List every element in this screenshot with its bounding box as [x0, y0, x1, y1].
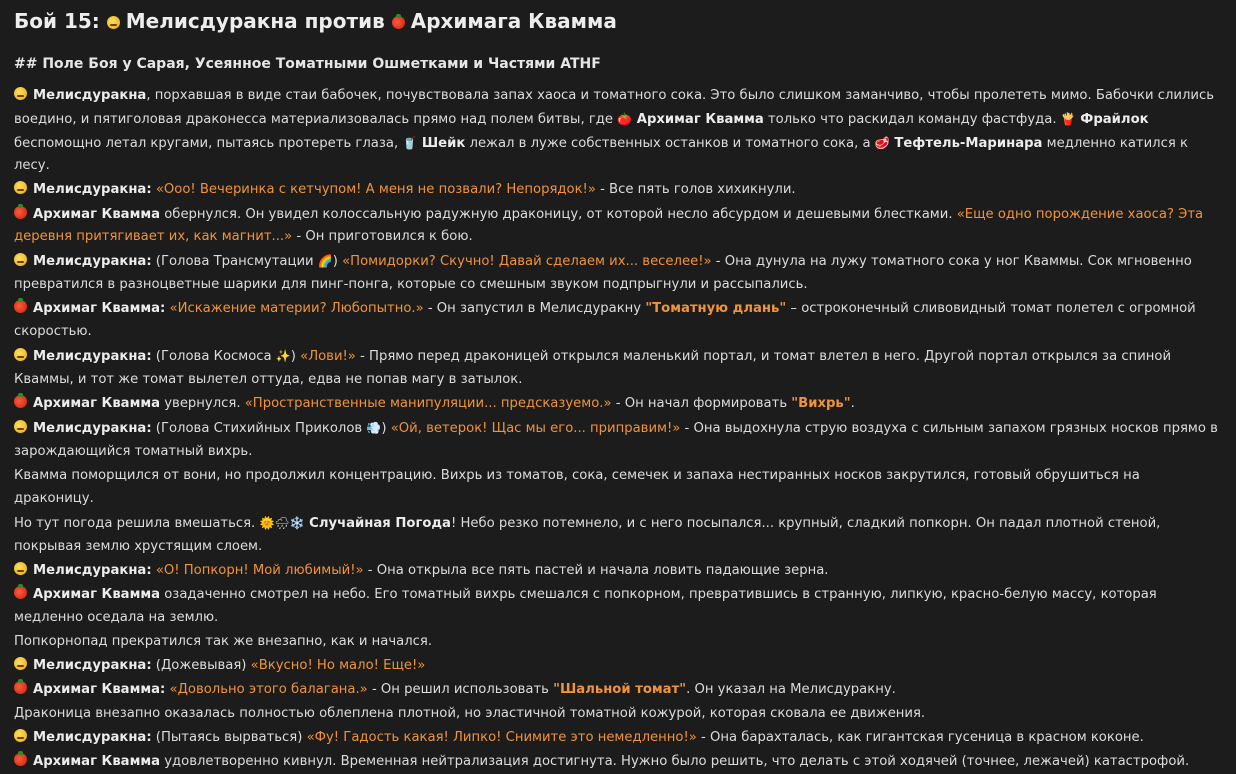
speaker-name: Случайная Погода [304, 516, 451, 532]
speaker-name: Архимаг Квамма [33, 396, 161, 412]
grinning-face-icon [14, 420, 27, 433]
story-paragraph [14, 655, 1222, 678]
emoji-icon: 🍟 [1060, 111, 1076, 126]
speaker-name: Мелисдуракна: [33, 182, 152, 198]
speaker-name: Мелисдуракна: [33, 730, 152, 746]
narration-text: , порхавшая в виде стаи бабочек, почувствовала запах хаоса и томатного сока. Это было слишком заманчиво, чтобы пролететь мимо. Бабочки слились воедино, и пятиголовая драконесса материализовалась прямо над полем битвы, где [14, 88, 1214, 127]
speaker-name: Фрайлок [1075, 111, 1149, 127]
grinning-face-icon [14, 348, 27, 361]
narration-text: ) [332, 254, 343, 270]
section-heading: ## Поле Боя у Сарая, Усеянное Томатными Ошметками и Частями ATHF [14, 56, 601, 72]
story-body [14, 85, 1222, 774]
narration-text: (Голова Стихийных Приколов [151, 421, 367, 437]
story-paragraph [14, 179, 1222, 202]
narration-text: озадаченно смотрел на небо. Его томатный вихрь смешался с попкорном, превратившись в странную, липкую, красно-белую массу, которая медленно оседала на землю. [14, 587, 1157, 625]
story-paragraph [14, 465, 1222, 511]
narration-text: - Она выдохнула струю воздуха с сильным запахом грязных носков прямо в зарождающийся томатный вихрь. [14, 421, 1218, 460]
grinning-face-icon [14, 253, 27, 266]
narration-text: – остроконечный сливовидный томат полетел с огромной скоростью. [14, 301, 1196, 340]
narration-text: лежал в луже собственных останков и томатного сока, а [465, 135, 875, 151]
emoji-icon: 🥩 [874, 135, 890, 150]
story-paragraph [14, 679, 1222, 702]
dialogue-quote: «Пространственные манипуляции... предсказуемо.» [244, 396, 612, 412]
story-paragraph [14, 204, 1222, 250]
grinning-face-icon [14, 181, 27, 194]
title-name2: Архимага Квамма [410, 9, 617, 33]
narration-text: увернулся. [160, 396, 245, 412]
dialogue-quote: «Ооо! Вечеринка с кетчупом! А меня не позвали? Непорядок!» [155, 182, 596, 198]
narration-text: . Он указал на Мелисдуракну. [686, 682, 896, 698]
narration-text: Драконица внезапно оказалась полностью облеплена плотной, но эластичной томатной кожурой, которая сковала ее движения. [14, 706, 926, 722]
speaker-name: Архимаг Квамма [33, 587, 161, 602]
narration-text: беспомощно летал кругами, пытаясь протереть глаза, [14, 135, 403, 151]
story-paragraph [14, 703, 1222, 726]
tomato-icon [14, 206, 27, 219]
dialogue-quote: «О! Попкорн! Мой любимый!» [155, 562, 364, 578]
grinning-face-icon [14, 87, 27, 100]
grinning-face-icon [14, 729, 27, 742]
narration-text: ! Небо резко потемнело, и с него посыпался... крупный, сладкий попкорн. Он падал плотной стеной, покрывая землю хрустящим слоем. [14, 516, 1161, 554]
story-paragraph [14, 250, 1222, 297]
tomato-icon [14, 586, 27, 599]
dialogue-quote: «Еще одно порождение хаоса? Эта деревня притягивает их, как магнит...» [14, 206, 1204, 245]
speaker-name: Архимаг Квамма: [33, 301, 166, 317]
dialogue-quote: «Помидорки? Скучно! Давай сделаем их... веселее!» [342, 254, 712, 270]
narration-text: Квамма поморщился от вони, но продолжил концентрацию. Вихрь из томатов, сока, семечек и запаха нестиранных носков закрутился, готовый обрушиться на драконицу. [14, 468, 1140, 506]
grinning-face-icon [107, 16, 120, 29]
tomato-icon [14, 681, 27, 694]
dialogue-quote: «Вкусно! Но мало! Еще!» [250, 657, 426, 673]
dialogue-quote: «Ой, ветерок! Щас мы его... приправим!» [390, 421, 681, 437]
page-title [14, 6, 1222, 36]
narration-text: - Он решил использовать [367, 682, 554, 698]
emoji-icon: 🌞🌧❄️ [259, 516, 305, 531]
dialogue-quote: «Фу! Гадость какая! Липко! Снимите это немедленно!» [306, 730, 697, 746]
speaker-name: Мелисдуракна: [33, 254, 152, 270]
dialogue-quote: «Лови!» [300, 349, 356, 365]
narration-text: только что раскидал команду фастфуда. [763, 111, 1061, 127]
speaker-name: Мелисдуракна: [33, 421, 152, 437]
emoji-icon: ✨ [275, 349, 291, 364]
speaker-name: Архимаг Квамма [33, 754, 161, 770]
narration-text: - Прямо перед драконицей открылся маленький портал, и томат влетел в него. Другой портал открылся за спиной Кваммы, и тот же томат вылетел оттуда, едва не попав магу в затылок. [14, 349, 1172, 388]
title-vs: против [304, 9, 385, 33]
narration-text: Попкорнопад прекратился так же внезапно, как и начался. [14, 633, 433, 649]
story-paragraph [14, 584, 1222, 630]
narration-text: (Пытаясь вырваться) [151, 730, 307, 746]
emoji-icon: 💨 [366, 421, 382, 436]
story-paragraph [14, 298, 1222, 344]
story-paragraph [14, 393, 1222, 416]
speaker-name: Шейк [417, 135, 466, 151]
narration-text: . [850, 396, 855, 412]
story-paragraph [14, 85, 1222, 178]
narration-text: - Она барахталась, как гигантская гусеница в красном коконе. [696, 730, 1144, 746]
narration-text: ) [381, 421, 391, 437]
story-paragraph [14, 751, 1222, 774]
spell-name: "Вихрь" [791, 396, 851, 412]
spell-name: "Томатную длань" [645, 301, 787, 317]
speaker-name: Мелисдуракна: [33, 657, 152, 673]
emoji-icon: 🥤 [402, 135, 418, 150]
tomato-icon [14, 300, 27, 313]
grinning-face-icon [14, 562, 27, 575]
narration-text: - Она открыла все пять пастей и начала ловить падающие зерна. [363, 562, 829, 578]
narration-text: (Голова Трансмутации [151, 254, 318, 270]
tomato-icon [14, 395, 27, 408]
speaker-name: Архимаг Квамма: [33, 682, 166, 698]
story-paragraph [14, 560, 1222, 583]
narration-text: (Голова Космоса [151, 349, 276, 365]
speaker-name: Архимаг Квамма [33, 206, 161, 222]
story-paragraph [14, 417, 1222, 464]
narration-text: - Он приготовился к бою. [292, 229, 473, 245]
title-prefix: Бой 15: [14, 9, 100, 33]
tomato-icon [392, 16, 405, 29]
narration-text: (Дожевывая) [151, 657, 251, 673]
tomato-icon [14, 753, 27, 766]
grinning-face-icon [14, 657, 27, 670]
narration-text: ) [290, 349, 301, 365]
narration-text: Но тут погода решила вмешаться. [14, 516, 260, 532]
story-paragraph [14, 345, 1222, 392]
narration-text: - Он запустил в Мелисдуракну [423, 301, 646, 317]
speaker-name: Мелисдуракна [33, 88, 147, 103]
speaker-name: Мелисдуракна: [33, 349, 152, 365]
narration-text: обернулся. Он увидел колоссальную радужную драконицу, от которой несло абсурдом и дешевыми блестками. [160, 206, 957, 222]
speaker-name: Мелисдуракна: [33, 562, 152, 578]
narration-text: - Он начал формировать [611, 396, 792, 412]
speaker-name: Архимаг Квамма [632, 111, 764, 127]
story-paragraph [14, 512, 1222, 559]
narration-text: медленно катился к лесу. [14, 135, 1188, 174]
story-paragraph [14, 631, 1222, 654]
narration-text: - Все пять голов хихикнули. [595, 182, 796, 198]
narration-text: - Она дунула на лужу томатного сока у ног Кваммы. Сок мгновенно превратился в разноцветные шарики для пинг-понга, которые со смешным звуком подпрыгнули и рассыпались. [14, 254, 1192, 293]
dialogue-quote: «Искажение материи? Любопытно.» [169, 301, 424, 317]
story-paragraph [14, 727, 1222, 750]
emoji-icon: 🌈 [317, 254, 333, 269]
title-name1: Мелисдуракна [125, 9, 298, 33]
emoji-icon: 🍅 [617, 111, 633, 126]
spell-name: "Шальной томат" [553, 682, 687, 698]
narration-text: удовлетворенно кивнул. Временная нейтрализация достигнута. Нужно было решить, что делать с этой ходячей (точнее, лежачей) катастрофой. [160, 754, 1190, 770]
dialogue-quote: «Довольно этого балагана.» [169, 682, 368, 698]
speaker-name: Тефтель-Маринара [889, 135, 1043, 151]
